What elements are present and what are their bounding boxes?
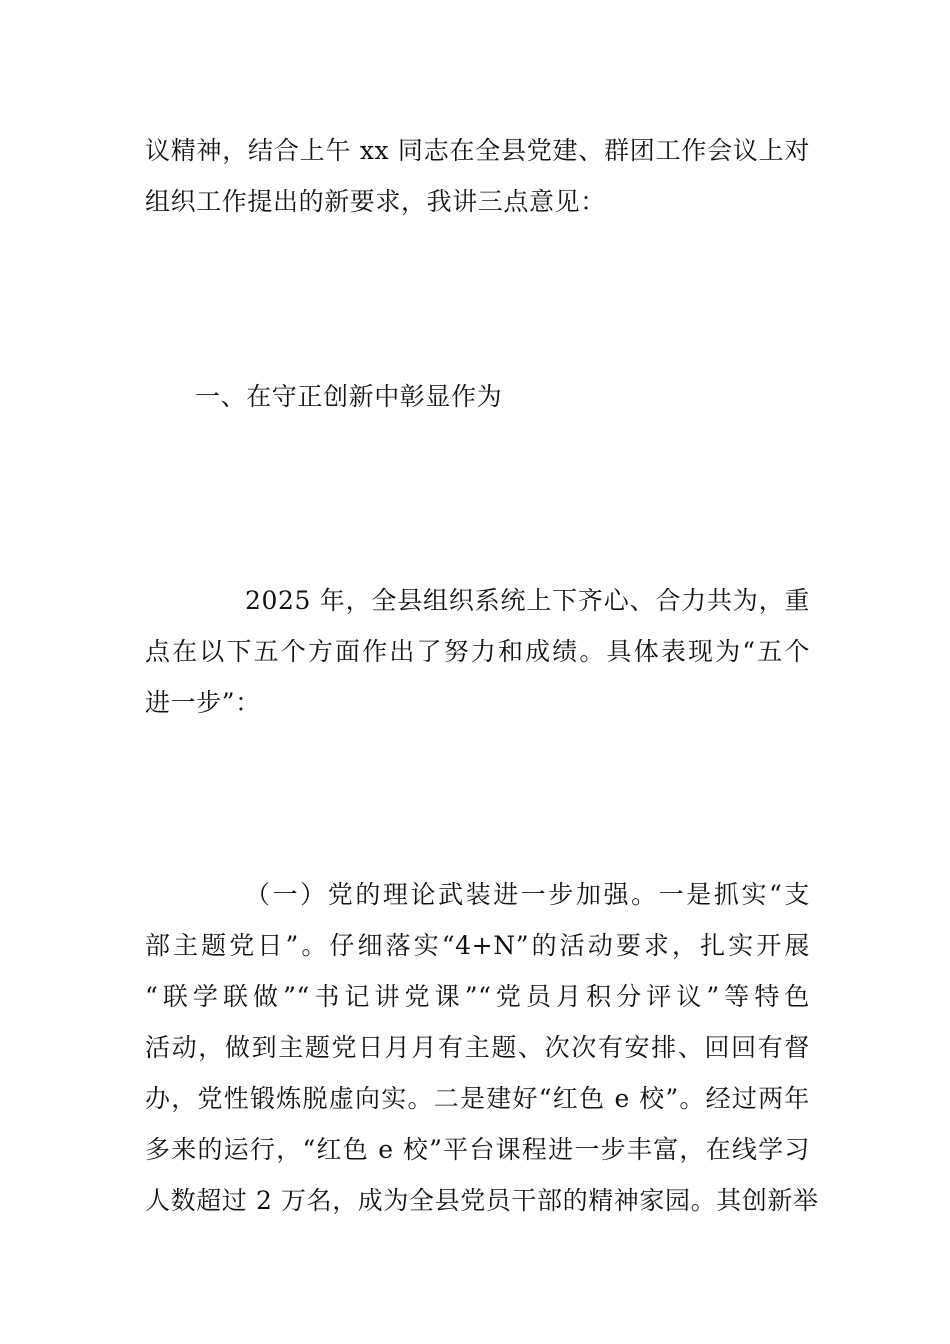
- p2025-line-2: 点在以下五个方面作出了努力和成绩。具体表现为“五个: [145, 637, 810, 666]
- intro-line-1: 议精神，结合上午 xx 同志在全县党建、群团工作会议上对: [145, 136, 810, 165]
- theory-line-1: （一）党的理论武装进一步加强。一是抓实“支: [245, 880, 810, 909]
- theory-line-3: “联学联做”“书记讲党课”“党员月积分评议”等特色: [145, 982, 810, 1011]
- p2025-line-3: 进一步”：: [145, 688, 261, 717]
- theory-line-6: 多来的运行，“红色 e 校”平台课程进一步丰富，在线学习: [145, 1135, 810, 1164]
- intro-line-2: 组织工作提出的新要求，我讲三点意见：: [145, 187, 606, 216]
- theory-line-7: 人数超过 2 万名，成为全县党员干部的精神家园。其创新举: [145, 1186, 819, 1215]
- theory-line-2: 部主题党日”。仔细落实“4+N”的活动要求，扎实开展: [145, 931, 810, 960]
- theory-line-5: 办，党性锻炼脱虚向实。二是建好“红色 e 校”。经过两年: [145, 1084, 810, 1113]
- section-heading-1: 一、在守正创新中彰显作为: [195, 382, 503, 411]
- p2025-line-1: 2025 年，全县组织系统上下齐心、合力共为，重: [245, 586, 810, 615]
- theory-line-4: 活动，做到主题党日月月有主题、次次有安排、回回有督: [145, 1033, 810, 1062]
